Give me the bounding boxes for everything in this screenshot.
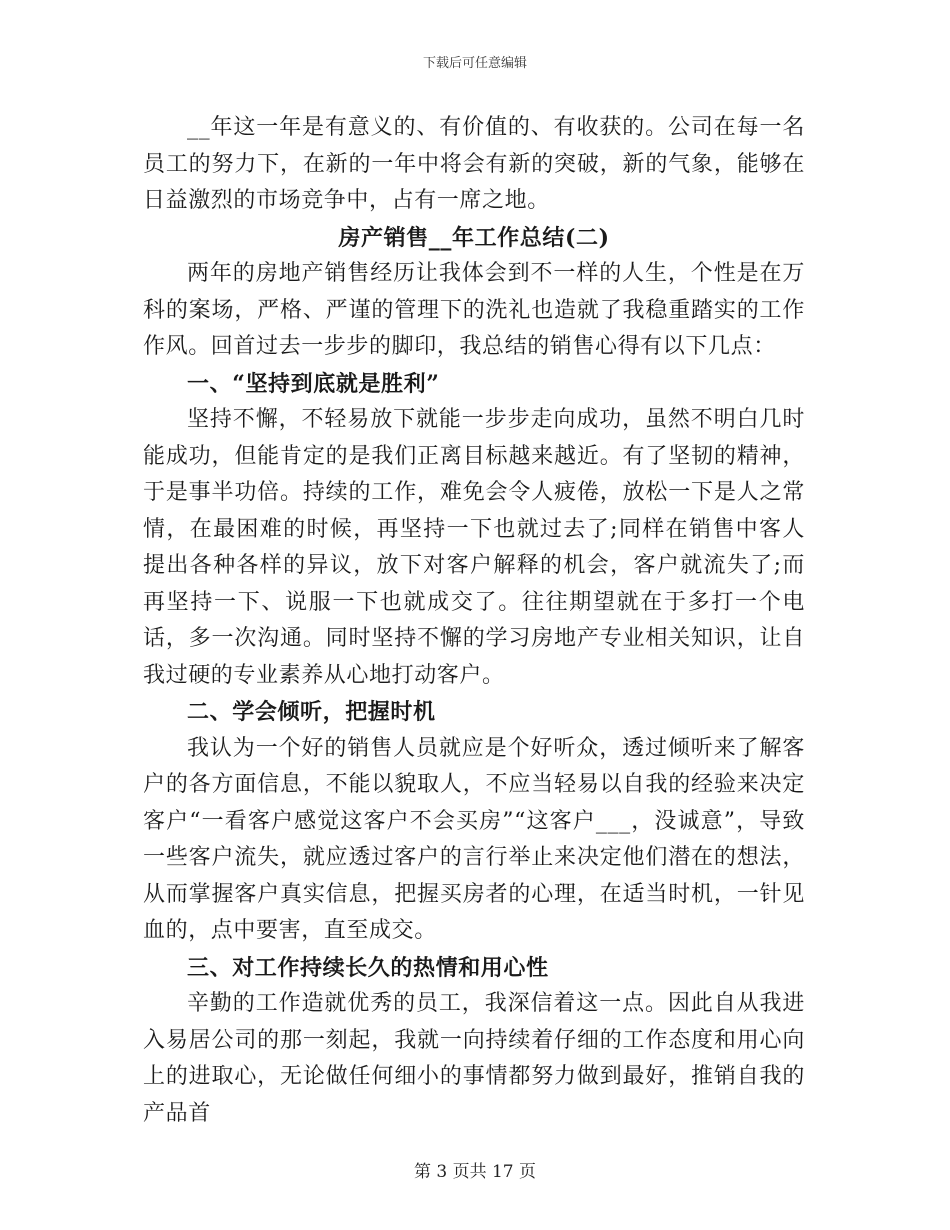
document-body [143,110,805,1132]
page-footer: 第 3 页共 17 页 [413,1162,537,1182]
heading-persistence: 一、“坚持到底就是胜利” [187,370,440,397]
heading-listening: 二、学会倾听，把握时机 [187,699,436,725]
section-title: 房产销售__年工作总结(二) [338,224,610,251]
paragraph-overview: 两年的房地产销售经历让我体会到不一样的人生，个性是在万科的案场，严格、严谨的管理下的洗礼也造就了我稳重踏实的工作作风。回首过去一步步的脚印，我总结的销售心得有以下几点： [143,261,805,359]
paragraph-intro: __年这一年是有意义的、有价值的、有收获的。公司在每一名员工的努力下，在新的一年中将会有新的突破，新的气象，能够在日益激烈的市场竞争中，占有一席之地。 [143,115,805,213]
paragraph-enthusiasm: 辛勤的工作造就优秀的员工，我深信着这一点。因此自从我进入易居公司的那一刻起，我就一向持续着仔细的工作态度和用心向上的进取心，无论做任何细小的事情都努力做到最好，推销自我的产品首 [143,991,805,1126]
heading-enthusiasm: 三、对工作持续长久的热情和用心性 [187,954,549,981]
header-note: 下载后可任意编辑 [422,56,527,71]
paragraph-persistence: 坚持不懈，不轻易放下就能一步步走向成功，虽然不明白几时能成功，但能肯定的是我们正离目标越来越近。有了坚韧的精神，于是事半功倍。持续的工作，难免会令人疲倦，放松一下是人之常情，在最困难的时候，再坚持一下也就过去了;同样在销售中客人提出各种各样的异议，放下对客户解释的机会，客户就流失了;而再坚持一下、说服一下也就成交了。往往期望就在于多打一个电话，多一次沟通。同时坚持不懈的学习房地产专业相关知识，让自我过硬的专业素养从心地打动客户。 [143,407,805,688]
paragraph-listening: 我认为一个好的销售人员就应是个好听众，透过倾听来了解客户的各方面信息，不能以貌取人，不应当轻易以自我的经验来决定客户“一看客户感觉这客户不会买房”“这客户___，没诚意”，导致一些客户流失，就应透过客户的言行举止来决定他们潜在的想法，从而掌握客户真实信息，把握买房者的心理，在适当时机，一针见血的，点中要害，直至成交。 [143,735,805,943]
